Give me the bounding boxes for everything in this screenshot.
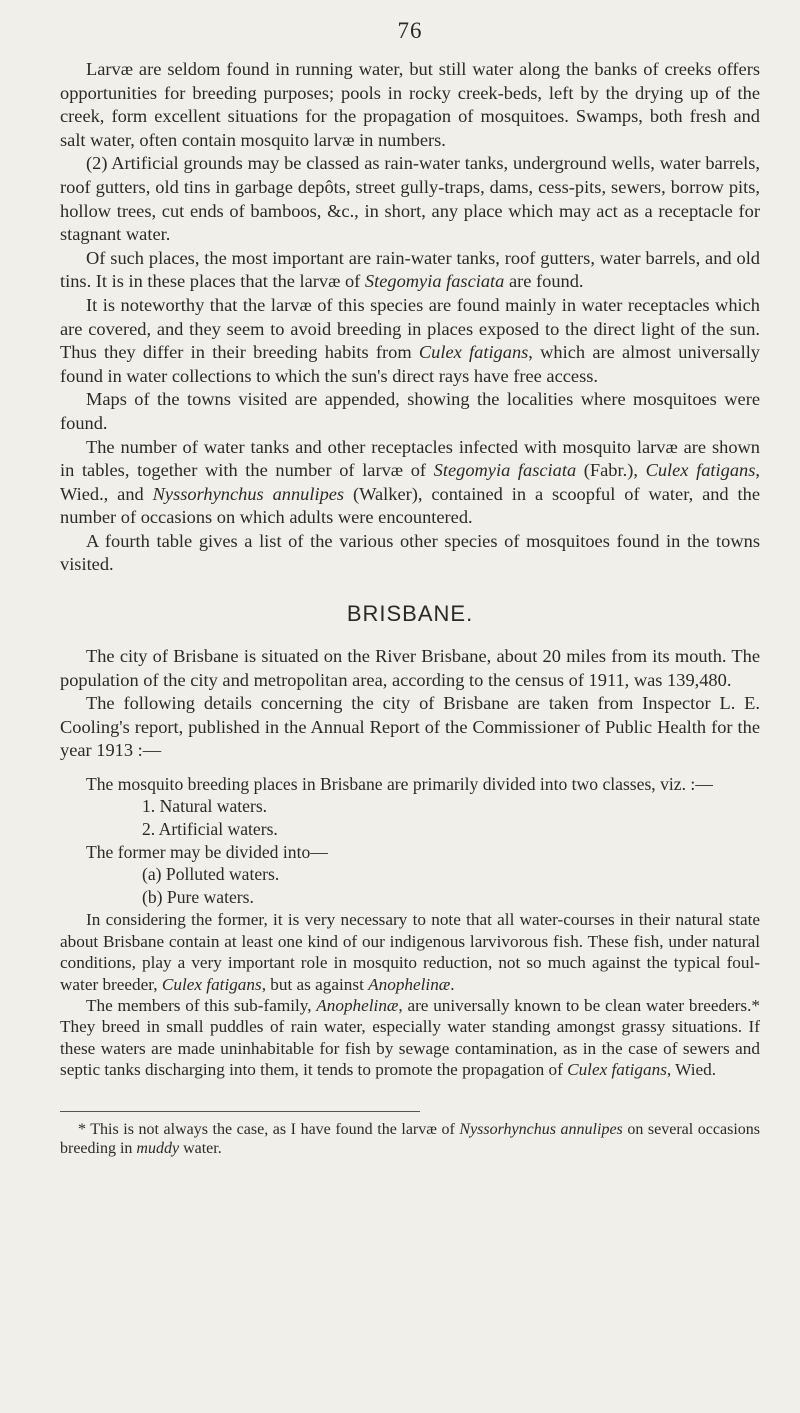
list-item-pure-waters: (b) Pure waters. (142, 887, 254, 908)
paragraph-brisbane-location: The city of Brisbane is situated on the River Brisbane, about 20 miles from its mouth. The population of the city and metropolitan area, according to the census of 1911, was 139,480. (60, 646, 760, 690)
footnote-divider (60, 1111, 420, 1112)
paragraph-tables: The number of water tanks and other receptacles infected with mosquito larvæ are shown in tables, together with the number of larvæ of Stegomyia fasciata (Fabr.), Culex fatigans, Wied., and Nyssorhynchus annulipes (Walker), contained in a scoopful of water, and the number of occasions on which adults were encountered. (60, 436, 760, 528)
paragraph-larvae-running-water: Larvæ are seldom found in running water, but still water along the banks of creeks offers opportunities for breeding purposes; pools in rocky creek-beds, left by the drying up of the creek, form excellent situations for the propagation of mosquitoes. Swamps, both fresh and salt water, often contain mosquito larvæ in numbers. (60, 59, 760, 150)
page-number: 76 (397, 18, 423, 43)
list-item-natural-waters: 1. Natural waters. (142, 796, 268, 817)
paragraph-breeding-classes: The mosquito breeding places in Brisbane are primarily divided into two classes, viz. :— (86, 774, 713, 795)
list-item-artificial-waters: 2. Artificial waters. (142, 819, 278, 840)
list-item-polluted-waters: (a) Polluted waters. (142, 864, 280, 885)
section-heading: BRISBANE. (346, 601, 474, 627)
paragraph-maps: Maps of the towns visited are appended, showing the localities where mosquitoes were found. (60, 389, 760, 433)
paragraph-former-divided: The former may be divided into— (86, 842, 328, 863)
paragraph-anophelinae: The members of this sub-family, Anophelinæ, are universally known to be clean water breeders.* They breed in small puddles of rain water, especially water standing amongst grassy situations. If these waters are made uninhabitable for fish by sewage contamination, as in the case of sewers and septic tanks discharging into them, it tends to promote the propagation of Culex fatigans, Wied. (60, 996, 760, 1080)
paragraph-fourth-table: A fourth table gives a list of the various other species of mosquitoes found in the towns visited. (60, 530, 760, 575)
paragraph-larvivorous-fish: In considering the former, it is very necessary to note that all water-courses in their natural state about Brisbane contain at least one kind of our indigenous larvivorous fish. These fish, under natural conditions, play a very important role in mosquito reduction, not so much against the typical foul-water breeder, Culex fatigans, but as against Anophelinæ. (60, 910, 760, 994)
paragraph-noteworthy: It is noteworthy that the larvæ of this species are found mainly in water receptacles which are covered, and they seem to avoid breeding in places exposed to the direct light of the sun. Thus they differ in their breeding habits from Culex fatigans, which are almost universally found in water collections to which the sun's direct rays have free access. (60, 294, 760, 386)
paragraph-artificial-grounds: (2) Artificial grounds may be classed as rain-water tanks, underground wells, water barrels, roof gutters, old tins in garbage depôts, street gully-traps, dams, cess-pits, sewers, borrow pits, hollow trees, cut ends of bamboos, &c., in short, any place which may act as a receptacle for stagnant water. (60, 153, 760, 245)
paragraph-important-places: Of such places, the most important are rain-water tanks, roof gutters, water barrels, and old tins. It is in these places that the larvæ of Stegomyia fasciata are found. (60, 247, 760, 292)
footnote: * This is not always the case, as I have found the larvæ of Nyssorhynchus annulipes on several occasions breeding in muddy water. (60, 1120, 761, 1158)
paragraph-cooling-report: The following details concerning the city of Brisbane are taken from Inspector L. E. Cooling's report, published in the Annual Report of the Commissioner of Public Health for the year 1913 :— (60, 693, 760, 761)
